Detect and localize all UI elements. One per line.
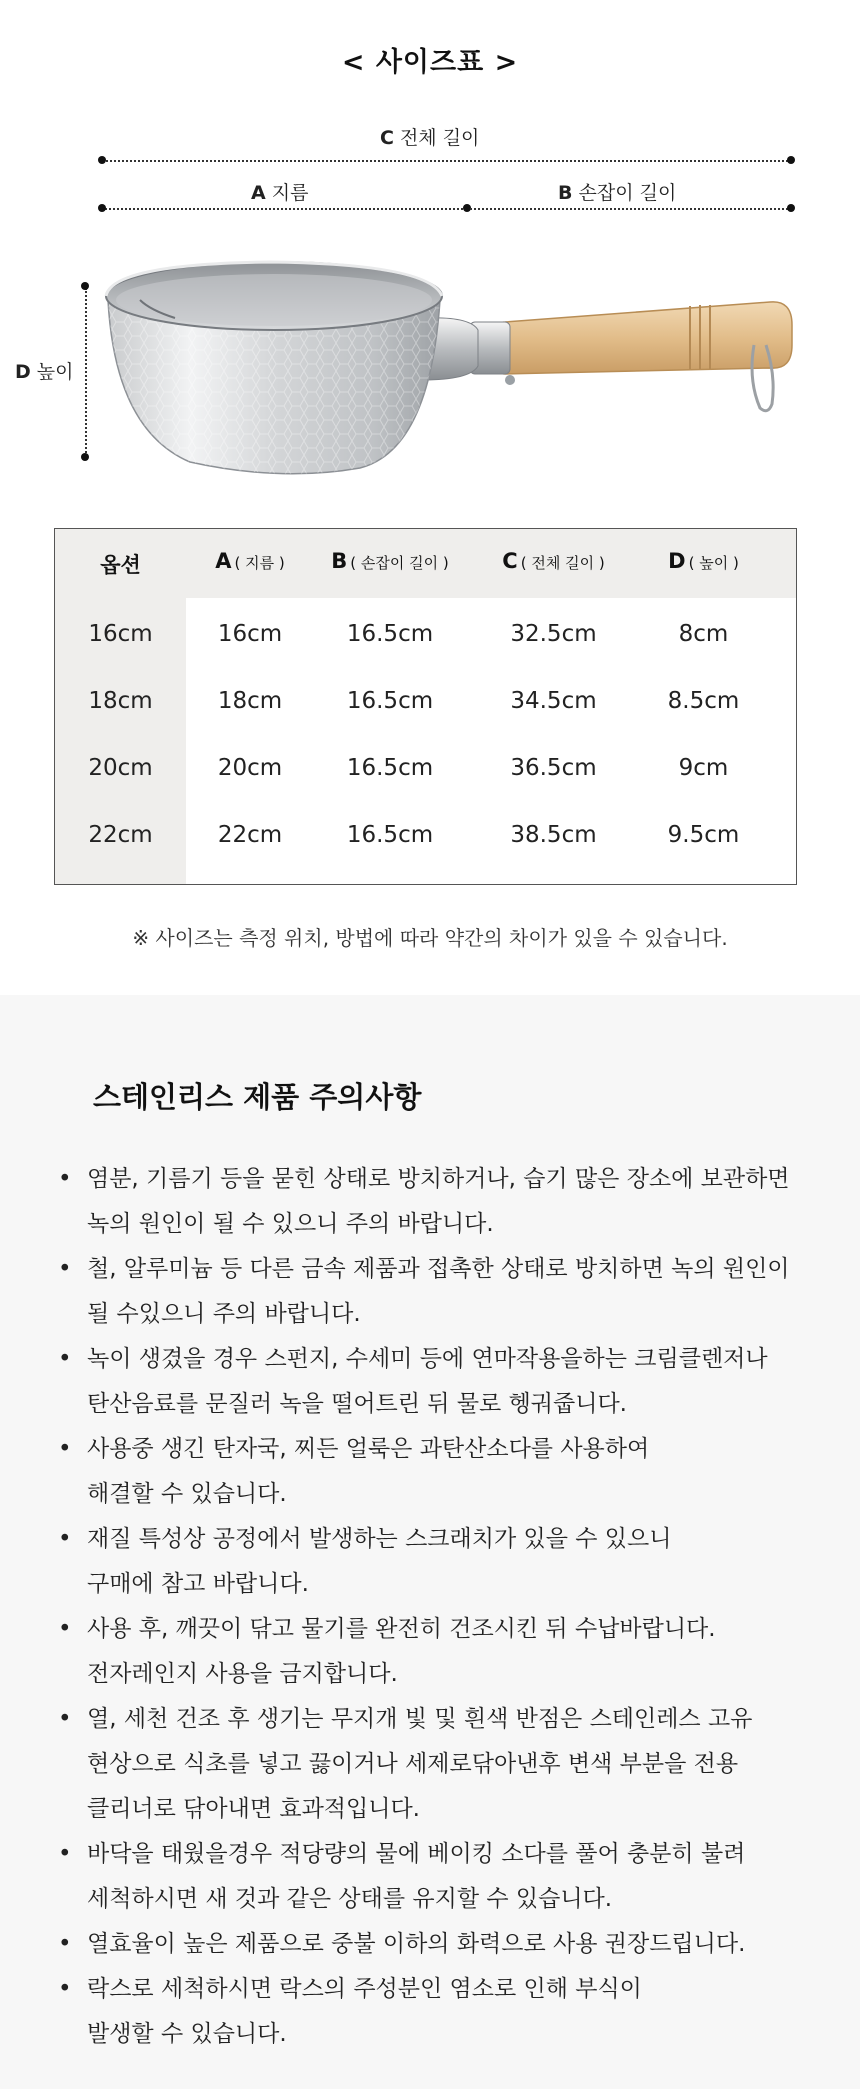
table-header-d-letter: D	[668, 549, 686, 573]
size-chart-section	[0, 0, 860, 995]
bullet-icon: •	[58, 1976, 72, 2002]
size-chart-title: < 사이즈표 >	[341, 47, 519, 78]
list-item	[52, 1697, 832, 1832]
caution-item-1-line-2: 녹의 원인이 될 수 있으니 주의 바랍니다.	[87, 1211, 494, 1237]
dimension-b-text: 손잡이 길이	[578, 182, 677, 204]
caution-item-1-line-1: 염분, 기름기 등을 묻힌 상태로 방치하거나, 습기 많은 장소에 보관하면	[87, 1166, 790, 1192]
caution-item-4-line-2: 해결할 수 있습니다.	[87, 1481, 287, 1507]
list-item	[52, 1967, 832, 2057]
table-header-b-letter: B	[331, 549, 348, 573]
bullet-icon: •	[58, 1526, 72, 1552]
dimension-b-letter: B	[558, 182, 573, 204]
list-item	[52, 1247, 832, 1337]
caution-item-6-line-2: 전자레인지 사용을 금지합니다.	[87, 1661, 398, 1687]
table-header-d	[641, 549, 766, 573]
caution-item-5-line-1: 재질 특성상 공정에서 발생하는 스크래치가 있을 수 있으니	[87, 1526, 672, 1552]
table-cell-row1-option: 16cm	[88, 621, 153, 647]
table-cell-row4-option: 22cm	[88, 822, 153, 848]
wooden-handle	[492, 302, 792, 411]
bullet-icon: •	[58, 1616, 72, 1642]
table-header-a-sub: ( 지름 )	[234, 554, 285, 572]
list-item	[52, 1157, 832, 1247]
table-cell-row1-d: 8cm	[678, 621, 729, 647]
caution-item-10-line-1: 락스로 세척하시면 락스의 주성분인 염소로 인해 부식이	[87, 1976, 642, 2002]
caution-section	[0, 995, 860, 2089]
bullet-icon: •	[58, 1841, 72, 1867]
caution-item-2-line-2: 될 수있으니 주의 바랍니다.	[87, 1301, 361, 1327]
table-cell-row3-a: 20cm	[217, 755, 283, 781]
table-header-b	[314, 549, 466, 573]
table-header-d-sub: ( 높이 )	[688, 554, 739, 572]
bullet-icon: •	[58, 1436, 72, 1462]
bullet-icon: •	[58, 1346, 72, 1372]
table-header-c-sub: ( 전체 길이 )	[520, 554, 605, 572]
table-cell-row3-option: 20cm	[88, 755, 153, 781]
table-header-a-letter: A	[215, 549, 232, 573]
table-cell-row2-option: 18cm	[88, 688, 153, 714]
caution-item-9-line-1: 열효율이 높은 제품으로 중불 이하의 화력으로 사용 권장드립니다.	[87, 1931, 746, 1957]
caution-list	[52, 1157, 832, 2057]
size-table	[54, 528, 797, 885]
caution-item-3-line-2: 탄산음료를 문질러 녹을 떨어트린 뒤 물로 헹궈줍니다.	[87, 1391, 627, 1417]
pot-body	[106, 262, 442, 474]
table-header-b-sub: ( 손잡이 길이 )	[350, 554, 449, 572]
dimension-a-letter: A	[251, 182, 266, 204]
dimension-c-letter: C	[380, 127, 394, 149]
list-item	[52, 1427, 832, 1517]
table-cell-row3-b: 16.5cm	[346, 755, 434, 781]
table-cell-row4-c: 38.5cm	[510, 822, 597, 848]
caution-item-7-line-3: 클리너로 닦아내면 효과적입니다.	[87, 1796, 420, 1822]
list-item	[52, 1832, 832, 1922]
table-header-c-letter: C	[502, 549, 518, 573]
table-cell-row1-c: 32.5cm	[510, 621, 597, 647]
table-cell-row1-a: 16cm	[217, 621, 283, 647]
bullet-icon: •	[58, 1706, 72, 1732]
dimension-a-text: 지름	[271, 182, 309, 204]
size-disclaimer-note: ※ 사이즈는 측정 위치, 방법에 따라 약간의 차이가 있을 수 있습니다.	[132, 926, 728, 950]
table-cell-row4-d: 9.5cm	[667, 822, 740, 848]
table-cell-row4-b: 16.5cm	[346, 822, 434, 848]
table-header-a	[186, 549, 314, 573]
dimension-c-text: 전체 길이	[399, 127, 480, 149]
table-header-c	[466, 549, 641, 573]
caution-item-6-line-1: 사용 후, 깨끗이 닦고 물기를 완전히 건조시킨 뒤 수납바랍니다.	[87, 1616, 716, 1642]
dimension-d-text: 높이	[36, 361, 74, 383]
caution-item-2-line-1: 철, 알루미늄 등 다른 금속 제품과 접촉한 상태로 방치하면 녹의 원인이	[87, 1256, 790, 1282]
table-cell-row3-d: 9cm	[678, 755, 729, 781]
dimension-d-letter: D	[15, 361, 31, 383]
bullet-icon: •	[58, 1256, 72, 1282]
table-header-option-text: 옵션	[100, 553, 141, 577]
bullet-icon: •	[58, 1931, 72, 1957]
table-header-option	[55, 549, 186, 579]
caution-item-7-line-2: 현상으로 식초를 넣고 끓이거나 세제로닦아낸후 변색 부분을 전용	[87, 1751, 739, 1777]
caution-item-8-line-1: 바닥을 태웠을경우 적당량의 물에 베이킹 소다를 풀어 충분히 불려	[87, 1841, 746, 1867]
caution-item-3-line-1: 녹이 생겼을 경우 스펀지, 수세미 등에 연마작용을하는 크림클렌저나	[87, 1346, 768, 1372]
saucepan-illustration	[0, 0, 860, 500]
table-cell-row2-c: 34.5cm	[510, 688, 597, 714]
table-cell-row3-c: 36.5cm	[510, 755, 597, 781]
table-cell-row2-b: 16.5cm	[346, 688, 434, 714]
table-cell-row1-b: 16.5cm	[346, 621, 434, 647]
list-item	[52, 1607, 832, 1697]
table-cell-row2-a: 18cm	[217, 688, 283, 714]
table-cell-row4-a: 22cm	[217, 822, 283, 848]
list-item	[52, 1922, 832, 1967]
list-item	[52, 1337, 832, 1427]
caution-item-5-line-2: 구매에 참고 바랍니다.	[87, 1571, 309, 1597]
caution-item-4-line-1: 사용중 생긴 탄자국, 찌든 얼룩은 과탄산소다를 사용하여	[87, 1436, 650, 1462]
caution-item-7-line-1: 열, 세천 건조 후 생기는 무지개 빛 및 흰색 반점은 스테인레스 고유	[87, 1706, 753, 1732]
caution-title: 스테인리스 제품 주의사항	[93, 1080, 422, 1114]
list-item	[52, 1517, 832, 1607]
bullet-icon: •	[58, 1166, 72, 1192]
caution-item-10-line-2: 발생할 수 있습니다.	[87, 2021, 287, 2047]
table-cell-row2-d: 8.5cm	[667, 688, 740, 714]
caution-item-8-line-2: 세척하시면 새 것과 같은 상태를 유지할 수 있습니다.	[87, 1886, 613, 1912]
